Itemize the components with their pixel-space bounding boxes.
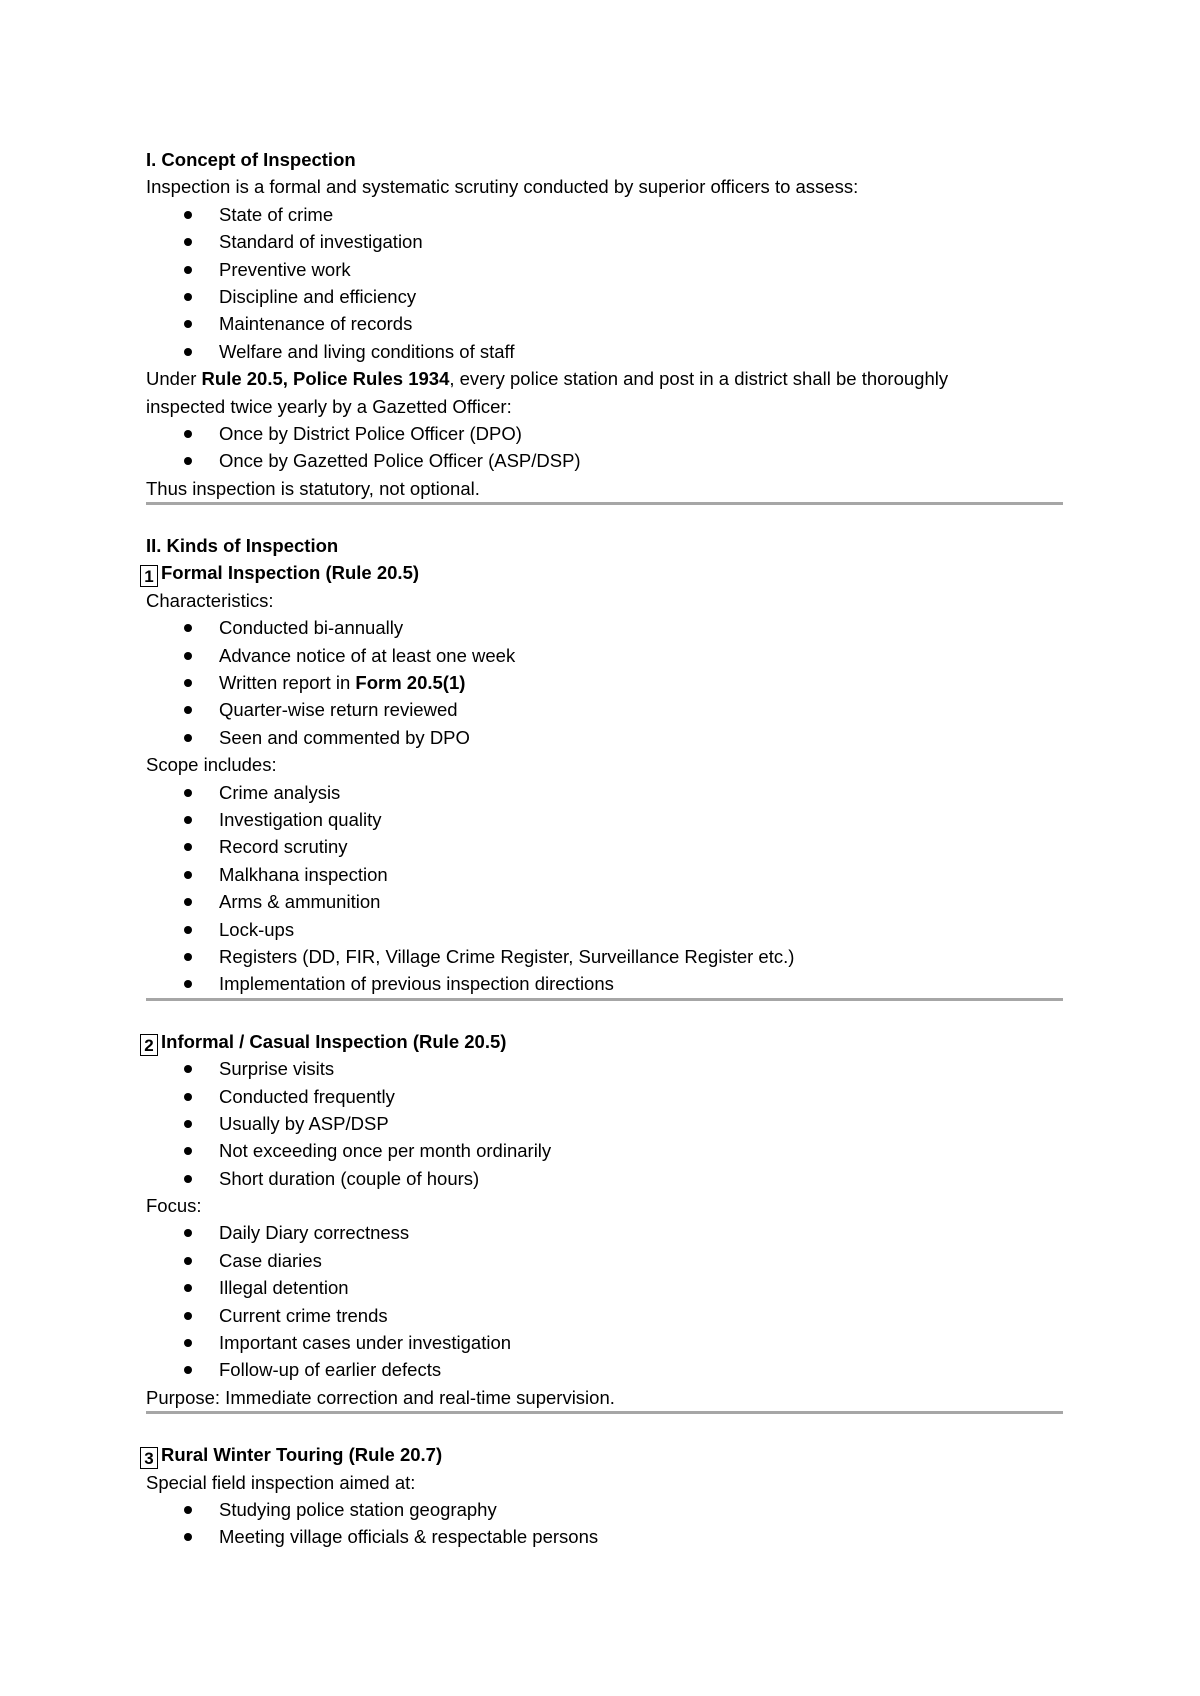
bullet-icon [184, 1506, 192, 1514]
bullet-icon [184, 348, 192, 356]
bullet-icon [184, 1366, 192, 1374]
bullet-icon [184, 706, 192, 714]
bullet-icon [184, 266, 192, 274]
list-item: Conducted frequently [146, 1083, 1063, 1110]
document-body [146, 146, 1063, 1551]
bullet-icon [184, 679, 192, 687]
list-item: Seen and commented by DPO [146, 724, 1063, 751]
list-item: Preventive work [146, 256, 1063, 283]
bullet-list [146, 201, 1063, 365]
bullet-icon [184, 1065, 192, 1073]
list-item: Advance notice of at least one week [146, 642, 1063, 669]
paragraph: inspected twice yearly by a Gazetted Officer: [146, 395, 512, 417]
list-item: Maintenance of records [146, 310, 1063, 337]
bullet-icon [184, 871, 192, 879]
bullet-icon [184, 953, 192, 961]
bullet-icon [184, 1229, 192, 1237]
list-item: Implementation of previous inspection directions [146, 970, 1063, 997]
number-badge: 1 [140, 565, 158, 587]
list-item: Studying police station geography [146, 1496, 1063, 1523]
bullet-icon [184, 898, 192, 906]
bullet-list [146, 420, 1063, 475]
paragraph: Focus: [146, 1195, 202, 1217]
list-item: Registers (DD, FIR, Village Crime Register, Surveillance Register etc.) [146, 943, 1063, 970]
bullet-icon [184, 734, 192, 742]
bullet-list [146, 779, 1063, 998]
bullet-icon [184, 1533, 192, 1541]
list-item: Important cases under investigation [146, 1329, 1063, 1356]
list-item: Once by District Police Officer (DPO) [146, 420, 1063, 447]
number-badge: 3 [140, 1447, 158, 1469]
bullet-icon [184, 293, 192, 301]
list-item: Current crime trends [146, 1302, 1063, 1329]
paragraph: Inspection is a formal and systematic scrutiny conducted by superior officers to assess: [146, 176, 859, 198]
bullet-icon [184, 843, 192, 851]
number-badge: 2 [140, 1034, 158, 1056]
subsection-heading: 1 Formal Inspection (Rule 20.5) [146, 559, 1063, 586]
list-item: Crime analysis [146, 779, 1063, 806]
list-item: Investigation quality [146, 806, 1063, 833]
bullet-icon [184, 1093, 192, 1101]
section-heading: II. Kinds of Inspection [146, 535, 339, 557]
bullet-list [146, 1055, 1063, 1192]
list-item: Record scrutiny [146, 833, 1063, 860]
list-item: Quarter-wise return reviewed [146, 696, 1063, 723]
list-item: Illegal detention [146, 1274, 1063, 1301]
bullet-icon [184, 238, 192, 246]
bullet-list [146, 1496, 1063, 1551]
bullet-icon [184, 1339, 192, 1347]
list-item: Usually by ASP/DSP [146, 1110, 1063, 1137]
bullet-icon [184, 1257, 192, 1265]
list-item: Short duration (couple of hours) [146, 1165, 1063, 1192]
bullet-icon [184, 624, 192, 632]
subsection-heading: 2 Informal / Casual Inspection (Rule 20.5) [146, 1028, 1063, 1055]
bullet-icon [184, 457, 192, 465]
bullet-icon [184, 652, 192, 660]
bullet-icon [184, 430, 192, 438]
form-reference: Form 20.5(1) [355, 672, 466, 694]
paragraph: Purpose: Immediate correction and real-time supervision. [146, 1386, 615, 1408]
bullet-icon [184, 926, 192, 934]
bullet-icon [184, 1175, 192, 1183]
list-item: Surprise visits [146, 1055, 1063, 1082]
bullet-icon [184, 1120, 192, 1128]
list-item: State of crime [146, 201, 1063, 228]
bullet-list [146, 1219, 1063, 1383]
horizontal-divider [146, 502, 1063, 505]
list-item: Welfare and living conditions of staff [146, 338, 1063, 365]
list-item: Conducted bi-annually [146, 614, 1063, 641]
list-item: Written report in Form 20.5(1) [146, 669, 1063, 696]
horizontal-divider [146, 1411, 1063, 1414]
bullet-icon [184, 816, 192, 824]
bullet-icon [184, 1284, 192, 1292]
bullet-icon [184, 211, 192, 219]
paragraph: Under Rule 20.5, Police Rules 1934, every police station and post in a district shall be thoroughly [146, 368, 949, 390]
list-item: Arms & ammunition [146, 888, 1063, 915]
list-item: Daily Diary correctness [146, 1219, 1063, 1246]
paragraph: Thus inspection is statutory, not optional. [146, 477, 480, 499]
bullet-icon [184, 1147, 192, 1155]
rule-reference: Rule 20.5, Police Rules 1934 [201, 368, 450, 390]
list-item: Follow-up of earlier defects [146, 1356, 1063, 1383]
list-item: Malkhana inspection [146, 861, 1063, 888]
list-item: Once by Gazetted Police Officer (ASP/DSP) [146, 447, 1063, 474]
paragraph: Characteristics: [146, 589, 274, 611]
bullet-icon [184, 789, 192, 797]
subsection-heading: 3 Rural Winter Touring (Rule 20.7) [146, 1441, 1063, 1468]
list-item: Case diaries [146, 1247, 1063, 1274]
list-item: Lock-ups [146, 916, 1063, 943]
bullet-icon [184, 1312, 192, 1320]
bullet-list [146, 614, 1063, 751]
paragraph: Scope includes: [146, 754, 277, 776]
section-heading: I. Concept of Inspection [146, 149, 356, 170]
list-item: Standard of investigation [146, 228, 1063, 255]
horizontal-divider [146, 998, 1063, 1001]
list-item: Meeting village officials & respectable persons [146, 1523, 1063, 1550]
list-item: Not exceeding once per month ordinarily [146, 1137, 1063, 1164]
list-item: Discipline and efficiency [146, 283, 1063, 310]
bullet-icon [184, 980, 192, 988]
bullet-icon [184, 320, 192, 328]
paragraph: Special field inspection aimed at: [146, 1471, 416, 1493]
